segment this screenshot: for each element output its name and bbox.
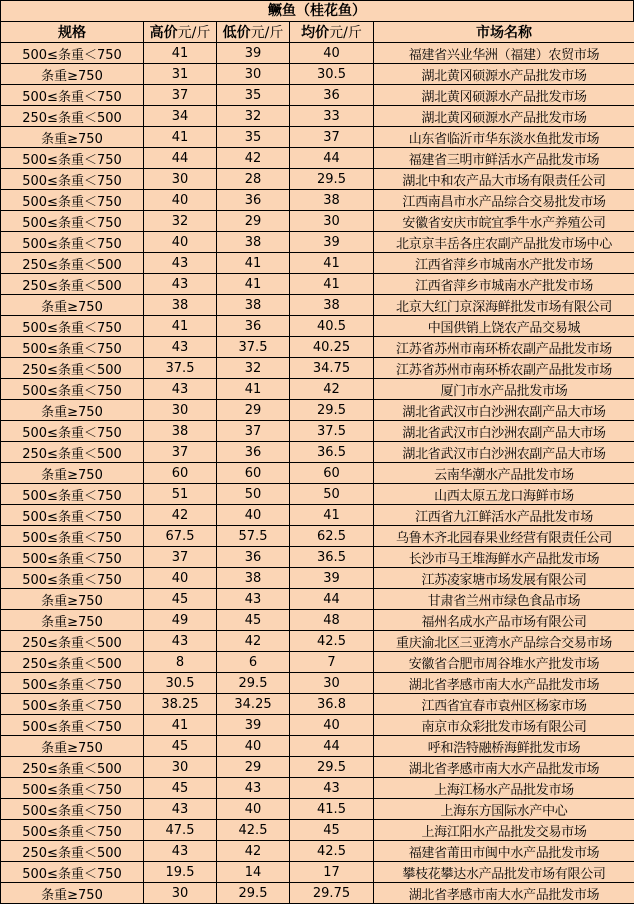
cell-low-price: 41	[217, 379, 290, 400]
cell-spec: 500≤条重＜750	[1, 715, 144, 736]
cell-avg-price: 29.5	[290, 169, 374, 190]
cell-high-price: 38	[144, 295, 217, 316]
table-row	[1, 295, 634, 316]
table-row	[1, 316, 634, 337]
table-row	[1, 274, 634, 295]
cell-high-price: 47.5	[144, 820, 217, 841]
cell-market: 上海东方国际水产中心	[374, 799, 634, 820]
cell-low-price: 30	[217, 64, 290, 85]
cell-avg-price: 40.25	[290, 337, 374, 358]
cell-low-price: 38	[217, 232, 290, 253]
cell-avg-price: 37.5	[290, 421, 374, 442]
cell-market: 长沙市马王堆海鲜水产品批发市场	[374, 547, 634, 568]
cell-avg-price: 38	[290, 190, 374, 211]
cell-spec: 500≤条重＜750	[1, 820, 144, 841]
cell-avg-price: 45	[290, 820, 374, 841]
table-row	[1, 631, 634, 652]
cell-low-price: 37.5	[217, 337, 290, 358]
table-row	[1, 442, 634, 463]
cell-spec: 500≤条重＜750	[1, 190, 144, 211]
cell-spec: 500≤条重＜750	[1, 547, 144, 568]
cell-high-price: 51	[144, 484, 217, 505]
cell-high-price: 44	[144, 148, 217, 169]
cell-spec: 500≤条重＜750	[1, 694, 144, 715]
cell-market: 福建省三明市鲜活水产品批发市场	[374, 148, 634, 169]
cell-spec: 500≤条重＜750	[1, 799, 144, 820]
cell-high-price: 40	[144, 190, 217, 211]
cell-market: 福州名成水产品市场有限公司	[374, 610, 634, 631]
table-row	[1, 211, 634, 232]
cell-low-price: 28	[217, 169, 290, 190]
cell-high-price: 41	[144, 316, 217, 337]
cell-spec: 500≤条重＜750	[1, 568, 144, 589]
cell-low-price: 40	[217, 736, 290, 757]
cell-high-price: 43	[144, 799, 217, 820]
cell-avg-price: 40	[290, 43, 374, 64]
table-body	[1, 43, 634, 904]
cell-market: 湖北省孝感市南大水产品批发市场	[374, 757, 634, 778]
cell-spec: 条重≥750	[1, 127, 144, 148]
cell-spec: 500≤条重＜750	[1, 484, 144, 505]
cell-avg-price: 30	[290, 673, 374, 694]
cell-low-price: 34.25	[217, 694, 290, 715]
price-table	[0, 21, 634, 904]
cell-high-price: 45	[144, 736, 217, 757]
cell-low-price: 36	[217, 190, 290, 211]
table-row	[1, 526, 634, 547]
cell-low-price: 32	[217, 106, 290, 127]
cell-spec: 条重≥750	[1, 589, 144, 610]
cell-high-price: 43	[144, 253, 217, 274]
sheet-title: 鳜鱼（桂花鱼）	[0, 0, 634, 21]
cell-high-price: 40	[144, 568, 217, 589]
table-row	[1, 862, 634, 883]
cell-avg-price: 36	[290, 85, 374, 106]
table-row	[1, 736, 634, 757]
cell-high-price: 32	[144, 211, 217, 232]
cell-spec: 250≤条重＜500	[1, 631, 144, 652]
cell-spec: 条重≥750	[1, 295, 144, 316]
table-row	[1, 463, 634, 484]
cell-high-price: 37	[144, 547, 217, 568]
cell-spec: 条重≥750	[1, 64, 144, 85]
cell-high-price: 43	[144, 841, 217, 862]
cell-avg-price: 41	[290, 274, 374, 295]
cell-avg-price: 41	[290, 505, 374, 526]
cell-low-price: 14	[217, 862, 290, 883]
cell-market: 湖北黄冈硕源水产品批发市场	[374, 106, 634, 127]
cell-low-price: 40	[217, 799, 290, 820]
cell-high-price: 40	[144, 232, 217, 253]
cell-high-price: 37.5	[144, 358, 217, 379]
cell-low-price: 35	[217, 85, 290, 106]
cell-market: 云南华潮水产品批发市场	[374, 463, 634, 484]
cell-spec: 条重≥750	[1, 736, 144, 757]
table-row	[1, 253, 634, 274]
cell-avg-price: 48	[290, 610, 374, 631]
header-row	[1, 22, 634, 43]
cell-high-price: 8	[144, 652, 217, 673]
table-row	[1, 127, 634, 148]
cell-avg-price: 62.5	[290, 526, 374, 547]
cell-market: 呼和浩特融桥海鲜批发市场	[374, 736, 634, 757]
cell-high-price: 60	[144, 463, 217, 484]
cell-avg-price: 7	[290, 652, 374, 673]
cell-high-price: 37	[144, 85, 217, 106]
cell-avg-price: 36.5	[290, 442, 374, 463]
cell-low-price: 42.5	[217, 820, 290, 841]
cell-market: 江西省九江鲜活水产品批发市场	[374, 505, 634, 526]
cell-avg-price: 44	[290, 736, 374, 757]
cell-avg-price: 43	[290, 778, 374, 799]
cell-spec: 条重≥750	[1, 883, 144, 904]
table-row	[1, 799, 634, 820]
cell-high-price: 30	[144, 883, 217, 904]
cell-avg-price: 41.5	[290, 799, 374, 820]
cell-spec: 500≤条重＜750	[1, 316, 144, 337]
table-row	[1, 400, 634, 421]
cell-avg-price: 36.8	[290, 694, 374, 715]
cell-avg-price: 34.75	[290, 358, 374, 379]
cell-low-price: 37	[217, 421, 290, 442]
cell-low-price: 42	[217, 841, 290, 862]
cell-market: 山西太原五龙口海鲜市场	[374, 484, 634, 505]
cell-low-price: 6	[217, 652, 290, 673]
cell-spec: 500≤条重＜750	[1, 232, 144, 253]
table-row	[1, 358, 634, 379]
cell-high-price: 30.5	[144, 673, 217, 694]
cell-high-price: 43	[144, 631, 217, 652]
cell-market: 甘肃省兰州市绿色食品市场	[374, 589, 634, 610]
table-row	[1, 778, 634, 799]
cell-low-price: 42	[217, 631, 290, 652]
cell-high-price: 30	[144, 757, 217, 778]
cell-avg-price: 29.75	[290, 883, 374, 904]
cell-avg-price: 42	[290, 379, 374, 400]
cell-high-price: 30	[144, 169, 217, 190]
cell-market: 江苏省苏州市南环桥农副产品批发市场	[374, 358, 634, 379]
table-row	[1, 757, 634, 778]
table-row	[1, 106, 634, 127]
cell-high-price: 43	[144, 274, 217, 295]
cell-high-price: 37	[144, 442, 217, 463]
cell-avg-price: 38	[290, 295, 374, 316]
cell-low-price: 50	[217, 484, 290, 505]
cell-high-price: 31	[144, 64, 217, 85]
cell-spec: 250≤条重＜500	[1, 253, 144, 274]
table-row	[1, 379, 634, 400]
cell-market: 湖北黄冈硕源水产品批发市场	[374, 64, 634, 85]
cell-low-price: 38	[217, 568, 290, 589]
cell-high-price: 42	[144, 505, 217, 526]
cell-market: 山东省临沂市华东淡水鱼批发市场	[374, 127, 634, 148]
cell-market: 安徽省合肥市周谷堆水产批发市场	[374, 652, 634, 673]
cell-low-price: 29	[217, 757, 290, 778]
cell-spec: 500≤条重＜750	[1, 673, 144, 694]
cell-spec: 250≤条重＜500	[1, 274, 144, 295]
cell-avg-price: 44	[290, 148, 374, 169]
cell-market: 中国供销上饶农产品交易城	[374, 316, 634, 337]
cell-high-price: 41	[144, 127, 217, 148]
table-row	[1, 694, 634, 715]
cell-market: 福建省莆田市闽中水产品批发市场	[374, 841, 634, 862]
table-row	[1, 652, 634, 673]
cell-spec: 500≤条重＜750	[1, 421, 144, 442]
table-row	[1, 715, 634, 736]
cell-low-price: 32	[217, 358, 290, 379]
cell-spec: 500≤条重＜750	[1, 148, 144, 169]
table-row	[1, 505, 634, 526]
cell-low-price: 43	[217, 589, 290, 610]
cell-avg-price: 60	[290, 463, 374, 484]
cell-low-price: 36	[217, 547, 290, 568]
cell-low-price: 57.5	[217, 526, 290, 547]
cell-high-price: 41	[144, 715, 217, 736]
cell-avg-price: 17	[290, 862, 374, 883]
table-row	[1, 589, 634, 610]
table-row	[1, 547, 634, 568]
table-row	[1, 484, 634, 505]
table-row	[1, 190, 634, 211]
cell-avg-price: 42.5	[290, 841, 374, 862]
cell-avg-price: 42.5	[290, 631, 374, 652]
cell-market: 厦门市水产品批发市场	[374, 379, 634, 400]
cell-avg-price: 36.5	[290, 547, 374, 568]
cell-low-price: 29	[217, 400, 290, 421]
col-header-low: 低价元/斤	[217, 22, 290, 43]
cell-spec: 500≤条重＜750	[1, 211, 144, 232]
cell-market: 重庆渝北区三亚湾水产品综合交易市场	[374, 631, 634, 652]
cell-spec: 500≤条重＜750	[1, 169, 144, 190]
cell-low-price: 45	[217, 610, 290, 631]
cell-low-price: 36	[217, 442, 290, 463]
cell-high-price: 67.5	[144, 526, 217, 547]
cell-market: 湖北省武汉市白沙洲农副产品大市场	[374, 400, 634, 421]
cell-market: 福建省兴业华洲（福建）农贸市场	[374, 43, 634, 64]
cell-spec: 条重≥750	[1, 400, 144, 421]
cell-high-price: 43	[144, 379, 217, 400]
table-row	[1, 421, 634, 442]
cell-low-price: 40	[217, 505, 290, 526]
table-row	[1, 610, 634, 631]
cell-spec: 500≤条重＜750	[1, 778, 144, 799]
cell-avg-price: 33	[290, 106, 374, 127]
cell-spec: 500≤条重＜750	[1, 43, 144, 64]
cell-market: 江西省萍乡市城南水产批发市场	[374, 253, 634, 274]
cell-low-price: 41	[217, 274, 290, 295]
table-row	[1, 232, 634, 253]
cell-high-price: 19.5	[144, 862, 217, 883]
cell-avg-price: 30.5	[290, 64, 374, 85]
cell-spec: 250≤条重＜500	[1, 652, 144, 673]
cell-market: 北京京丰岳各庄农副产品批发市场中心	[374, 232, 634, 253]
cell-spec: 条重≥750	[1, 610, 144, 631]
cell-high-price: 43	[144, 337, 217, 358]
cell-low-price: 35	[217, 127, 290, 148]
cell-market: 湖北省武汉市白沙洲农副产品大市场	[374, 442, 634, 463]
cell-avg-price: 44	[290, 589, 374, 610]
cell-spec: 500≤条重＜750	[1, 85, 144, 106]
table-row	[1, 85, 634, 106]
table-row	[1, 673, 634, 694]
cell-spec: 500≤条重＜750	[1, 379, 144, 400]
cell-low-price: 43	[217, 778, 290, 799]
table-row	[1, 43, 634, 64]
cell-market: 湖北省武汉市白沙洲农副产品大市场	[374, 421, 634, 442]
cell-avg-price: 50	[290, 484, 374, 505]
table-row	[1, 568, 634, 589]
cell-market: 北京大红门京深海鲜批发市场有限公司	[374, 295, 634, 316]
cell-high-price: 45	[144, 778, 217, 799]
cell-spec: 500≤条重＜750	[1, 526, 144, 547]
cell-spec: 条重≥750	[1, 463, 144, 484]
cell-avg-price: 40.5	[290, 316, 374, 337]
cell-avg-price: 30	[290, 211, 374, 232]
cell-market: 湖北中和农产品大市场有限责任公司	[374, 169, 634, 190]
cell-market: 江苏凌家塘市场发展有限公司	[374, 568, 634, 589]
cell-avg-price: 29.5	[290, 400, 374, 421]
cell-avg-price: 29.5	[290, 757, 374, 778]
cell-low-price: 42	[217, 148, 290, 169]
cell-low-price: 41	[217, 253, 290, 274]
col-header-avg: 均价元/斤	[290, 22, 374, 43]
cell-market: 湖北省孝感市南大水产品批发市场	[374, 883, 634, 904]
cell-avg-price: 41	[290, 253, 374, 274]
cell-market: 南京市众彩批发市场有限公司	[374, 715, 634, 736]
cell-market: 乌鲁木齐北园春果业经营有限责任公司	[374, 526, 634, 547]
cell-market: 攀枝花攀达水产品批发市场有限公司	[374, 862, 634, 883]
cell-avg-price: 40	[290, 715, 374, 736]
cell-market: 湖北省孝感市南大水产品批发市场	[374, 673, 634, 694]
col-header-spec: 规格	[1, 22, 144, 43]
cell-avg-price: 37	[290, 127, 374, 148]
cell-market: 江西省萍乡市城南水产批发市场	[374, 274, 634, 295]
table-row	[1, 883, 634, 904]
cell-spec: 500≤条重＜750	[1, 505, 144, 526]
cell-high-price: 41	[144, 43, 217, 64]
cell-low-price: 29.5	[217, 883, 290, 904]
table-row	[1, 337, 634, 358]
cell-low-price: 36	[217, 316, 290, 337]
cell-market: 江西省宜春市袁州区杨家市场	[374, 694, 634, 715]
cell-market: 安徽省安庆市皖宜季牛水产养殖公司	[374, 211, 634, 232]
cell-market: 上海江阳水产品批发交易市场	[374, 820, 634, 841]
cell-spec: 500≤条重＜750	[1, 862, 144, 883]
table-row	[1, 64, 634, 85]
cell-spec: 250≤条重＜500	[1, 358, 144, 379]
cell-market: 上海江杨水产品批发市场	[374, 778, 634, 799]
cell-spec: 250≤条重＜500	[1, 841, 144, 862]
table-row	[1, 169, 634, 190]
cell-spec: 500≤条重＜750	[1, 337, 144, 358]
cell-spec: 250≤条重＜500	[1, 442, 144, 463]
cell-low-price: 29.5	[217, 673, 290, 694]
cell-high-price: 49	[144, 610, 217, 631]
col-header-high: 高价元/斤	[144, 22, 217, 43]
cell-avg-price: 39	[290, 232, 374, 253]
cell-market: 江西南昌市水产品综合交易批发市场	[374, 190, 634, 211]
table-row	[1, 820, 634, 841]
cell-avg-price: 39	[290, 568, 374, 589]
cell-low-price: 39	[217, 43, 290, 64]
cell-high-price: 34	[144, 106, 217, 127]
cell-low-price: 60	[217, 463, 290, 484]
cell-high-price: 30	[144, 400, 217, 421]
cell-low-price: 29	[217, 211, 290, 232]
cell-spec: 250≤条重＜500	[1, 106, 144, 127]
cell-market: 江苏省苏州市南环桥农副产品批发市场	[374, 337, 634, 358]
cell-low-price: 38	[217, 295, 290, 316]
cell-high-price: 45	[144, 589, 217, 610]
col-header-market: 市场名称	[374, 22, 634, 43]
cell-low-price: 39	[217, 715, 290, 736]
cell-spec: 250≤条重＜500	[1, 757, 144, 778]
table-row	[1, 841, 634, 862]
table-row	[1, 148, 634, 169]
cell-high-price: 38	[144, 421, 217, 442]
cell-high-price: 38.25	[144, 694, 217, 715]
cell-market: 湖北黄冈硕源水产品批发市场	[374, 85, 634, 106]
